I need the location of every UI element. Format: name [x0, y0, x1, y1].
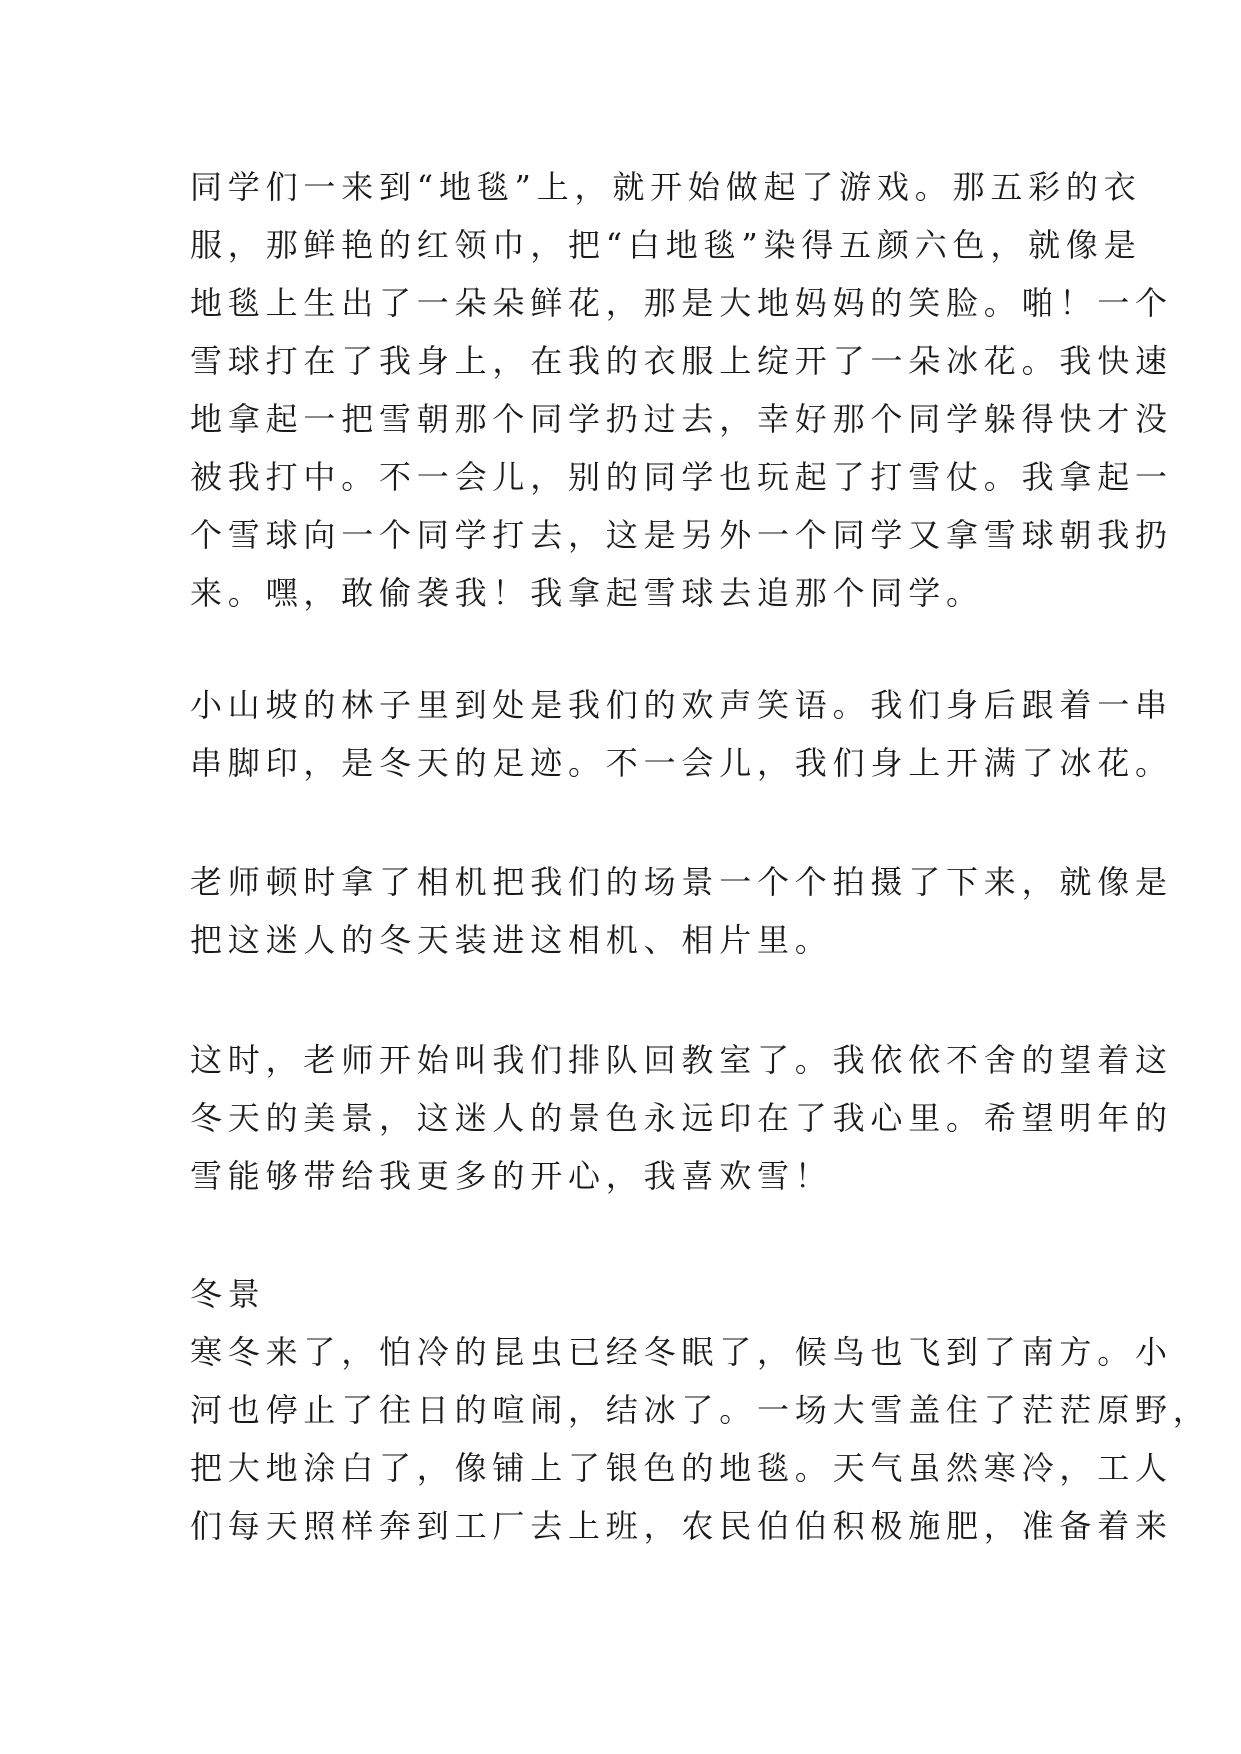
text-line: 河也停止了往日的喧闹，结冰了。一场大雪盖住了茫茫原野， — [190, 1391, 1211, 1429]
text-line: 服，那鲜艳的红领巾，把“白地毯”染得五颜六色，就像是 — [190, 226, 1142, 264]
text-line: 个雪球向一个同学打去，这是另外一个同学又拿雪球朝我扔 — [190, 516, 1173, 554]
text-line: 地拿起一把雪朝那个同学扔过去，幸好那个同学躲得快才没 — [190, 400, 1173, 438]
text-line: 串脚印，是冬天的足迹。不一会儿，我们身上开满了冰花。 — [190, 744, 1173, 782]
section-title: 冬景 — [190, 1275, 266, 1313]
text-line: 这时，老师开始叫我们排队回教室了。我依依不舍的望着这 — [190, 1041, 1173, 1079]
text-line: 来。嘿，敢偷袭我！我拿起雪球去追那个同学。 — [190, 574, 984, 612]
paragraph-return-classroom — [190, 1031, 1173, 1205]
text-line: 冬天的美景，这迷人的景色永远印在了我心里。希望明年的 — [190, 1099, 1173, 1137]
text-line: 把这迷人的冬天装进这相机、相片里。 — [190, 921, 833, 959]
text-line: 雪球打在了我身上，在我的衣服上绽开了一朵冰花。我快速 — [190, 342, 1173, 380]
text-line: 雪能够带给我更多的开心，我喜欢雪！ — [190, 1157, 833, 1195]
paragraph-snowball-game — [190, 158, 1173, 622]
text-line: 把大地涂白了，像铺上了银色的地毯。天气虽然寒冷，工人 — [190, 1449, 1173, 1487]
text-line: 寒冬来了，怕冷的昆虫已经冬眠了，候鸟也飞到了南方。小 — [190, 1333, 1173, 1371]
paragraph-winter-scene — [190, 1323, 1211, 1555]
text-line: 老师顿时拿了相机把我们的场景一个个拍摄了下来，就像是 — [190, 863, 1173, 901]
text-line: 被我打中。不一会儿，别的同学也玩起了打雪仗。我拿起一 — [190, 458, 1173, 496]
section-heading — [190, 1265, 1070, 1323]
text-line: 同学们一来到“地毯”上，就开始做起了游戏。那五彩的衣 — [190, 168, 1142, 206]
text-line: 们每天照样奔到工厂去上班，农民伯伯积极施肥，准备着来 — [190, 1507, 1173, 1545]
paragraph-hillside-laughter — [190, 676, 1173, 792]
text-line: 地毯上生出了一朵朵鲜花，那是大地妈妈的笑脸。啪！一个 — [190, 284, 1173, 322]
paragraph-teacher-camera — [190, 853, 1173, 969]
text-line: 小山坡的林子里到处是我们的欢声笑语。我们身后跟着一串 — [190, 686, 1173, 724]
